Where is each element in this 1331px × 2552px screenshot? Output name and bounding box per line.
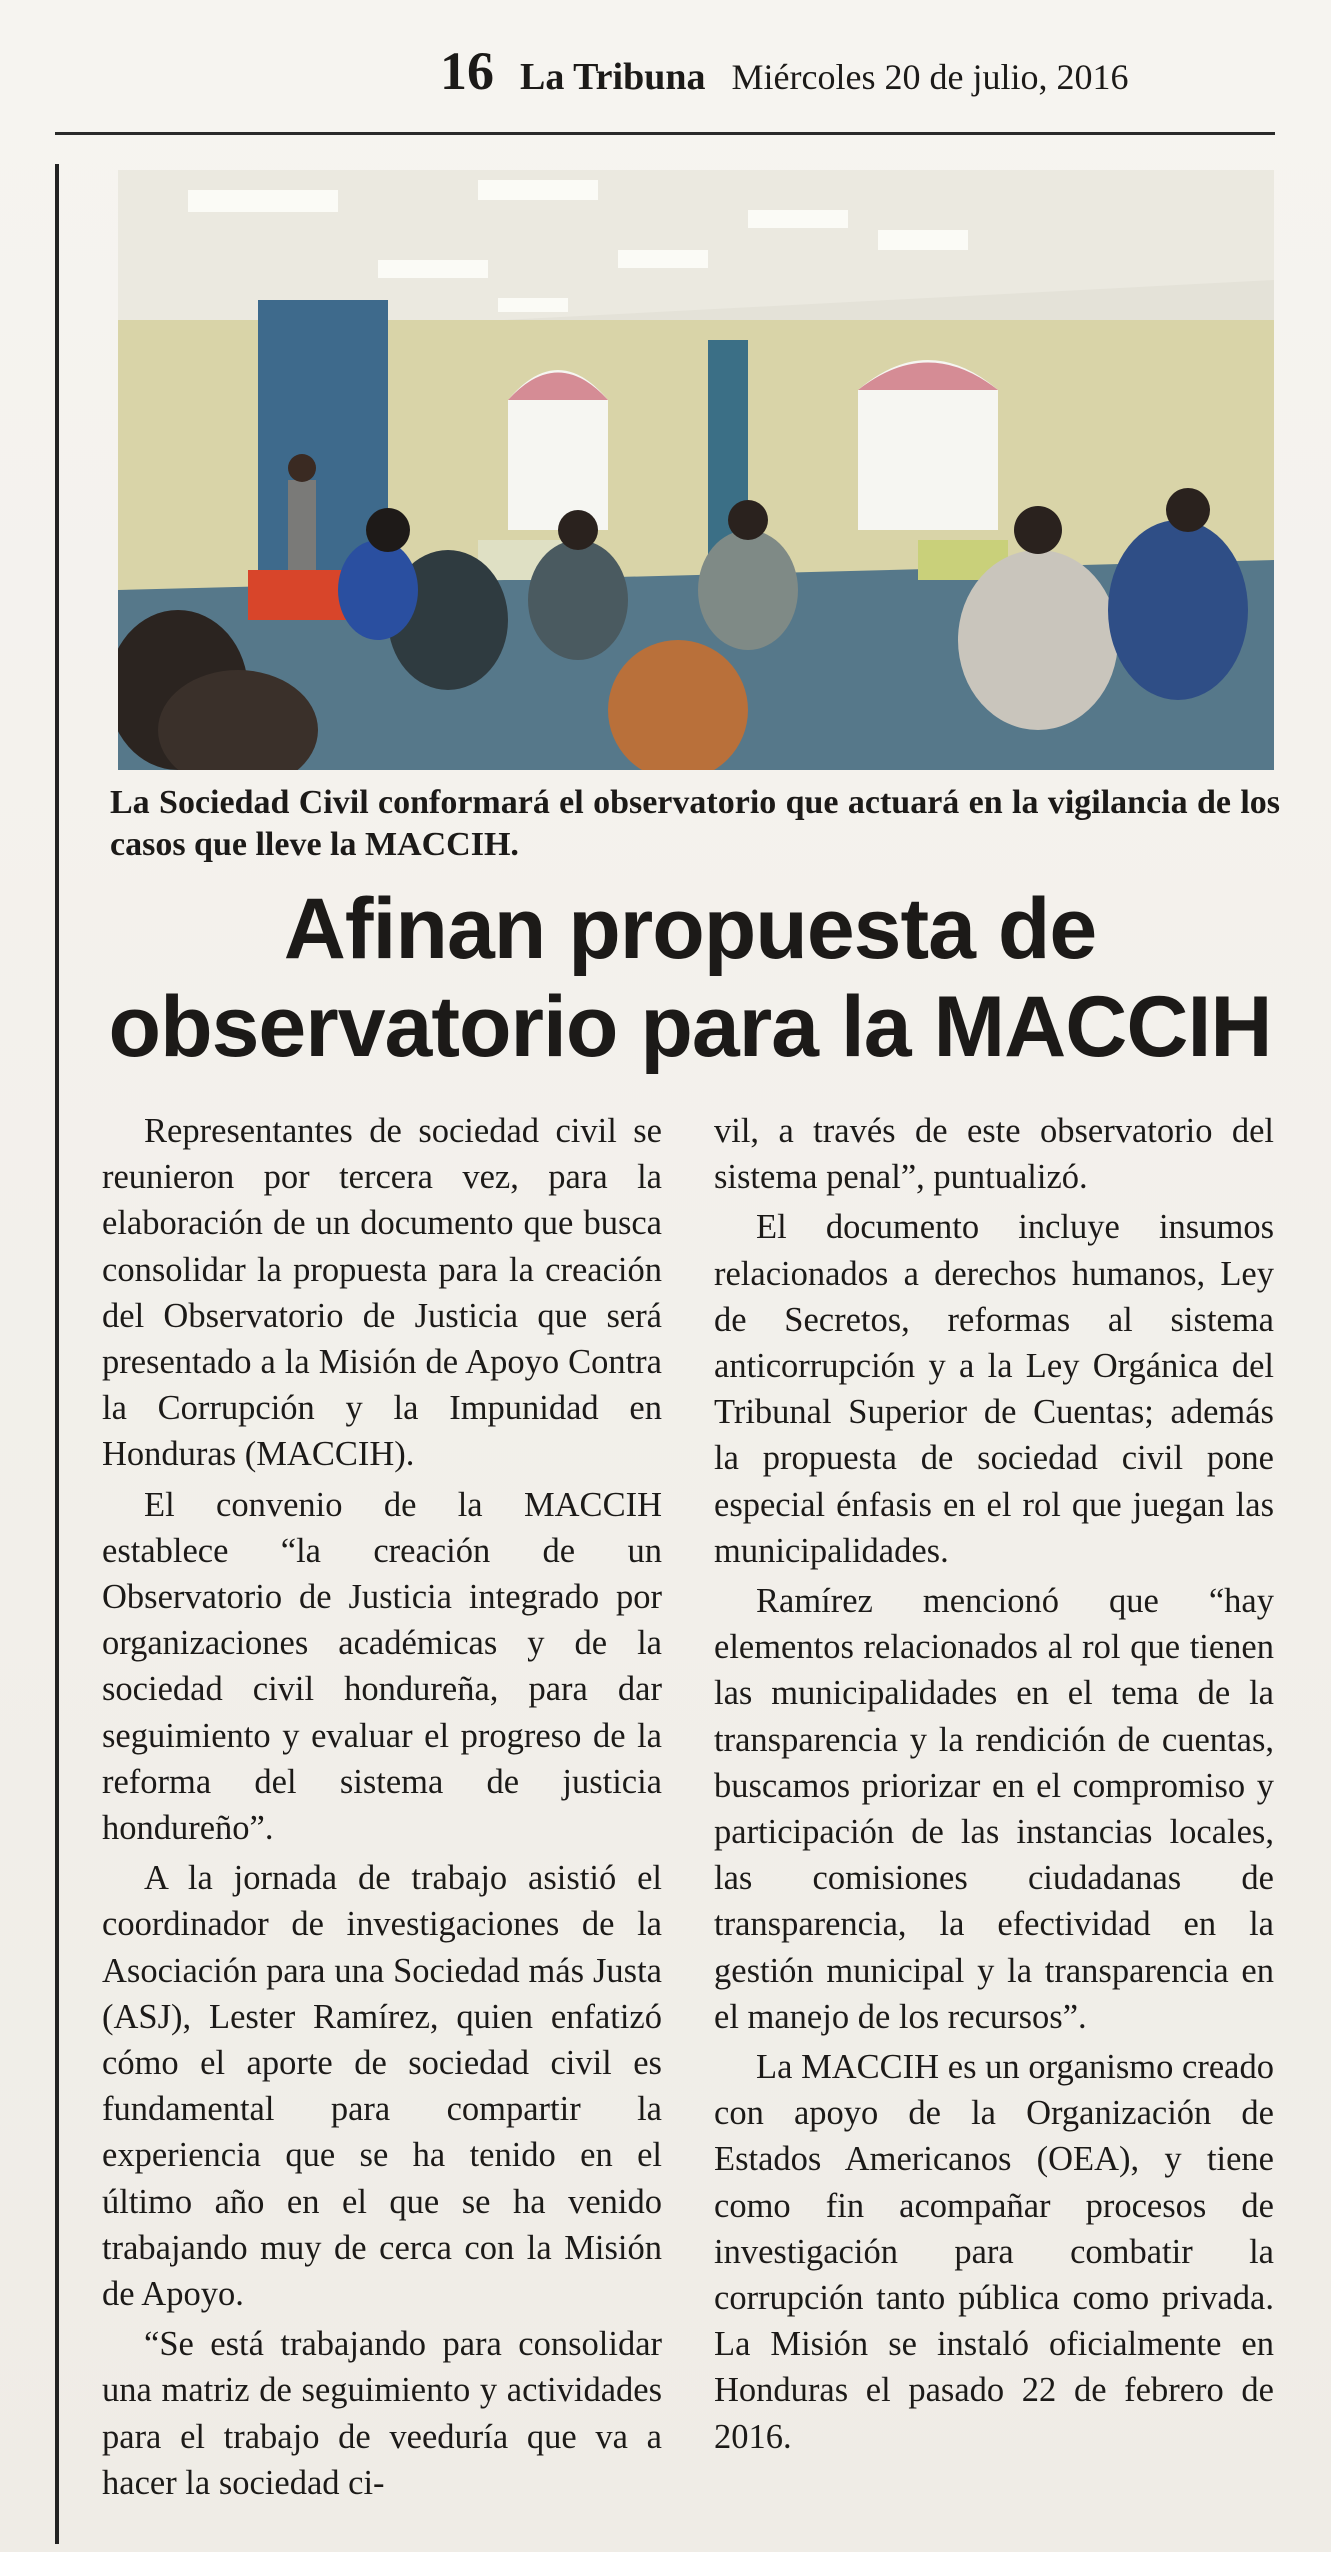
- paragraph: A la jornada de trabajo asistió el coordinador de investigaciones de la Asociación para una Sociedad más Justa (ASJ), Lester Ramírez, quien enfatizó cómo el aporte de sociedad civil es fundamental para compartir la experiencia que se ha tenido en el último año en el que se ha venido trabajando muy de cerca con la Misión de Apoyo.: [102, 1859, 662, 2314]
- paragraph: El documento incluye insumos relacionados a derechos humanos, Ley de Secretos, reformas al sistema anticorrupción y a la Ley Orgánica del Tribunal Superior de Cuentas; además la propuesta de sociedad civil pone especial énfasis en el rol que juegan las municipalidades.: [714, 1208, 1274, 1570]
- page-header: [440, 40, 1270, 124]
- headline: [100, 880, 1280, 1076]
- column-rule: [55, 164, 59, 2544]
- headline-line-2: observatorio para la MACCIH: [108, 979, 1272, 1075]
- paragraph: La MACCIH es un organismo creado con apoyo de la Organización de Estados Americanos (OEA), y tiene como fin acompañar procesos de investigación para combatir la corrupción tanto pública como privada. La Misión se instaló oficialmente en Honduras el pasado 22 de febrero de 2016.: [714, 2048, 1274, 2456]
- article-column-1: [102, 1108, 662, 2510]
- paragraph-continuation: vil, a través de este observatorio del sistema penal”, puntualizó.: [714, 1112, 1274, 1197]
- headline-line-1: Afinan propuesta de: [283, 881, 1097, 977]
- paragraph: Representantes de sociedad civil se reunieron por tercera vez, para la elaboración de un documento que busca consolidar la propuesta para la creación del Observatorio de Justicia que será presentado a la Misión de Apoyo Contra la Corrupción y la Impunidad en Honduras (MACCIH).: [102, 1112, 662, 1474]
- conference-room-photo: [118, 170, 1274, 770]
- paragraph: “Se está trabajando para consolidar una matriz de seguimiento y actividades para el trabajo de veeduría que va a hacer la sociedad ci-: [102, 2325, 662, 2502]
- newspaper-name: La Tribuna: [520, 56, 706, 98]
- page-number: 16: [440, 41, 494, 101]
- paragraph: Ramírez mencionó que “hay elementos relacionados al rol que tienen las municipalidades en el tema de la transparencia y la rendición de cuentas, buscamos priorizar en el compromiso y participación de las instancias locales, las comisiones ciudadanas de transparencia, la efectividad en la gestión municipal y la transparencia en el manejo de los recursos”.: [714, 1582, 1274, 2036]
- photo-illustration: [118, 170, 1274, 770]
- photo-caption: La Sociedad Civil conformará el observatorio que actuará en la vigilancia de los casos que lleve la MACCIH.: [110, 784, 1280, 863]
- header-rule: [55, 132, 1275, 135]
- paragraph: El convenio de la MACCIH establece “la creación de un Observatorio de Justicia integrado por organizaciones académicas y de la sociedad civil hondureña, para dar seguimiento y evaluar el progreso de la reforma del sistema de justicia hondureño”.: [102, 1485, 662, 1848]
- issue-date: Miércoles 20 de julio, 2016: [731, 57, 1129, 97]
- article-column-2: [714, 1108, 1274, 2464]
